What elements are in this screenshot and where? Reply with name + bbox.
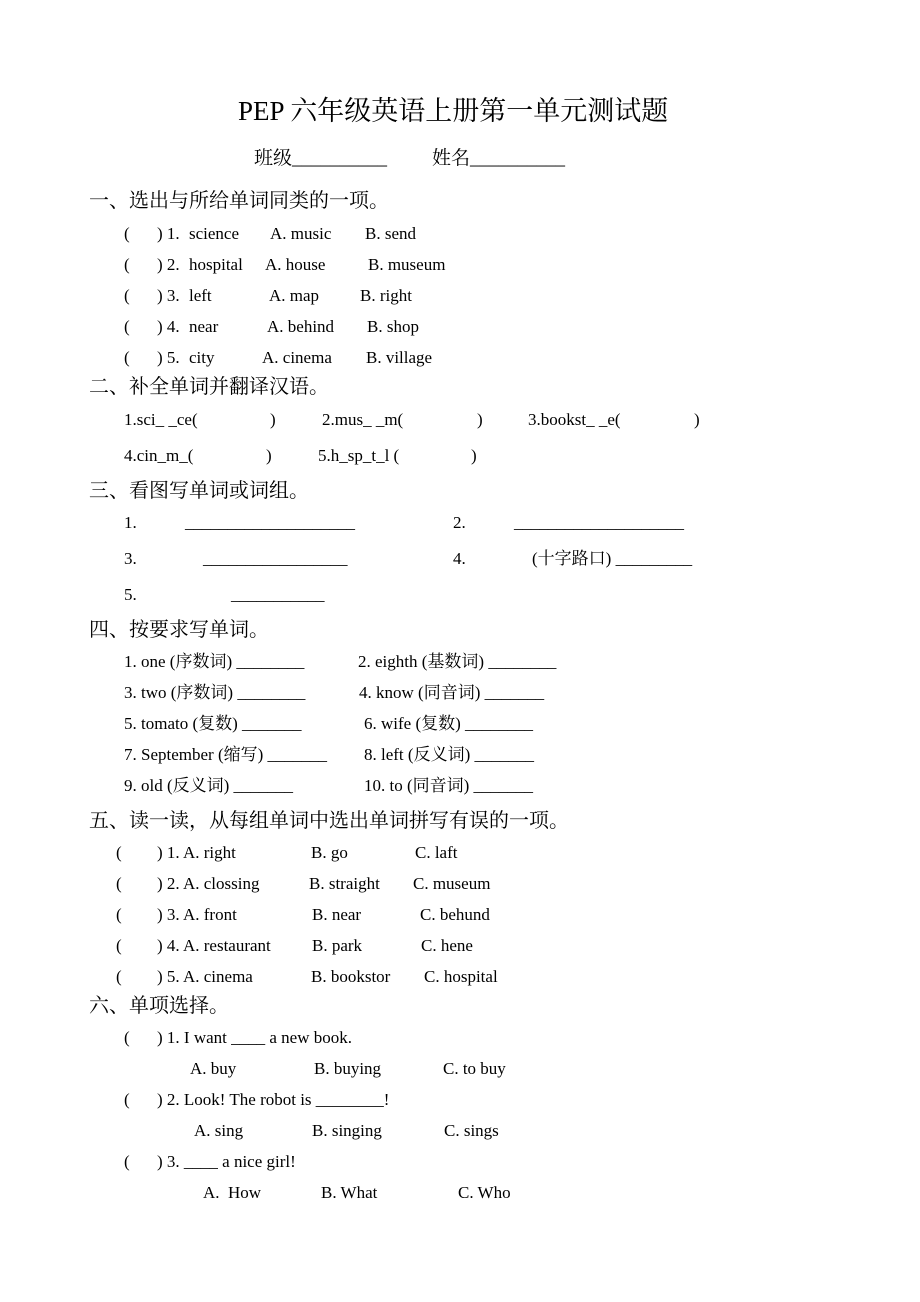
word-task[interactable]: 2. eighth (基数词) ________: [358, 652, 557, 671]
class-field[interactable]: 班级__________: [254, 148, 388, 169]
option-c: C. sings: [444, 1121, 499, 1140]
answer-paren[interactable]: (: [124, 1090, 130, 1109]
answer-paren[interactable]: (: [116, 905, 122, 924]
item-number: 2.: [453, 513, 466, 532]
answer-paren[interactable]: (: [124, 255, 130, 274]
option-a: ) 4. A. restaurant: [157, 936, 271, 955]
word-task[interactable]: 4. know (同音词) _______: [359, 683, 545, 702]
option-b: B. bookstor: [311, 967, 391, 986]
section-5-heading: 五、读一读，从每组单词中选出单词拼写有误的一项。: [89, 810, 569, 832]
option-c: C. museum: [413, 874, 491, 893]
option-b: B. go: [311, 843, 348, 862]
question-stem: ) 2. Look! The robot is ________!: [157, 1090, 390, 1109]
question-word: science: [189, 224, 240, 243]
item-number: 1.: [124, 513, 137, 532]
question-stem: ) 1. I want ____ a new book.: [157, 1028, 352, 1047]
option-a: A. How: [203, 1183, 262, 1202]
word-task[interactable]: 7. September (缩写) _______: [124, 745, 328, 764]
paren-close: ): [477, 410, 483, 429]
option-a: ) 5. A. cinema: [157, 967, 253, 986]
answer-paren[interactable]: (: [116, 967, 122, 986]
question-word: left: [189, 286, 212, 305]
paren-close: ): [694, 410, 700, 429]
option-b: B. museum: [368, 255, 446, 274]
word-task[interactable]: 10. to (同音词) _______: [364, 776, 534, 795]
section-6-heading: 六、单项选择。: [89, 995, 229, 1017]
option-c: C. laft: [415, 843, 458, 862]
option-b: B. near: [312, 905, 362, 924]
option-c: C. to buy: [443, 1059, 506, 1078]
name-field[interactable]: 姓名__________: [432, 148, 566, 169]
answer-blank[interactable]: ____________________: [185, 513, 355, 532]
item-number: 4.: [453, 549, 466, 568]
option-b: B. village: [366, 348, 433, 367]
answer-blank[interactable]: _________________: [203, 549, 348, 568]
fill-word-1[interactable]: 1.sci_ _ce(: [124, 410, 198, 429]
section-2-heading: 二、补全单词并翻译汉语。: [89, 376, 329, 398]
option-c: C. hospital: [424, 967, 498, 986]
question-word: hospital: [189, 255, 243, 274]
answer-paren[interactable]: (: [124, 286, 130, 305]
section-1-heading: 一、选出与所给单词同类的一项。: [89, 190, 389, 212]
section-3-heading: 三、看图写单词或词组。: [89, 480, 309, 502]
option-b: B. straight: [309, 874, 380, 893]
paren-close: ): [471, 446, 477, 465]
question-number: ) 1.: [157, 224, 180, 243]
option-b: B. right: [360, 286, 412, 305]
item-number: 3.: [124, 549, 137, 568]
answer-paren[interactable]: (: [124, 348, 130, 367]
question-stem: ) 3. ____ a nice girl!: [157, 1152, 296, 1171]
answer-paren[interactable]: (: [124, 1152, 130, 1171]
answer-paren[interactable]: (: [116, 936, 122, 955]
option-a: ) 2. A. clossing: [157, 874, 260, 893]
word-task[interactable]: 8. left (反义词) _______: [364, 745, 534, 764]
fill-word-2[interactable]: 2.mus_ _m(: [322, 410, 404, 429]
question-word: near: [189, 317, 219, 336]
answer-paren[interactable]: (: [116, 874, 122, 893]
option-a: A. behind: [267, 317, 335, 336]
question-number: ) 5.: [157, 348, 180, 367]
question-word: city: [189, 348, 215, 367]
paren-close: ): [266, 446, 272, 465]
word-task[interactable]: 9. old (反义词) _______: [124, 776, 294, 795]
word-task[interactable]: 1. one (序数词) ________: [124, 652, 305, 671]
option-a: A. buy: [190, 1059, 237, 1078]
option-b: B. singing: [312, 1121, 382, 1140]
option-a: ) 3. A. front: [157, 905, 237, 924]
option-a: A. cinema: [262, 348, 332, 367]
fill-word-4[interactable]: 4.cin_m_(: [124, 446, 194, 465]
answer-paren[interactable]: (: [124, 224, 130, 243]
answer-paren[interactable]: (: [116, 843, 122, 862]
answer-blank[interactable]: ____________________: [514, 513, 684, 532]
option-b: B. send: [365, 224, 416, 243]
option-c: C. behund: [420, 905, 490, 924]
option-b: B. buying: [314, 1059, 382, 1078]
answer-paren[interactable]: (: [124, 317, 130, 336]
answer-blank[interactable]: ___________: [231, 585, 325, 604]
option-b: B. What: [321, 1183, 378, 1202]
answer-blank[interactable]: (十字路口) _________: [532, 549, 693, 568]
option-a: ) 1. A. right: [157, 843, 236, 862]
option-c: C. Who: [458, 1183, 511, 1202]
option-c: C. hene: [421, 936, 473, 955]
fill-word-5[interactable]: 5.h_sp_t_l (: [318, 446, 400, 465]
question-number: ) 2.: [157, 255, 180, 274]
question-number: ) 3.: [157, 286, 180, 305]
paren-close: ): [270, 410, 276, 429]
option-b: B. park: [312, 936, 363, 955]
option-a: A. map: [269, 286, 320, 305]
option-a: A. house: [265, 255, 326, 274]
word-task[interactable]: 5. tomato (复数) _______: [124, 714, 302, 733]
section-4-heading: 四、按要求写单词。: [89, 619, 269, 641]
answer-paren[interactable]: (: [124, 1028, 130, 1047]
word-task[interactable]: 6. wife (复数) ________: [364, 714, 534, 733]
fill-word-3[interactable]: 3.bookst_ _e(: [528, 410, 621, 429]
question-number: ) 4.: [157, 317, 180, 336]
option-a: A. music: [270, 224, 332, 243]
option-b: B. shop: [367, 317, 419, 336]
page-title: PEP 六年级英语上册第一单元测试题: [238, 96, 669, 126]
word-task[interactable]: 3. two (序数词) ________: [124, 683, 306, 702]
option-a: A. sing: [194, 1121, 244, 1140]
item-number: 5.: [124, 585, 137, 604]
